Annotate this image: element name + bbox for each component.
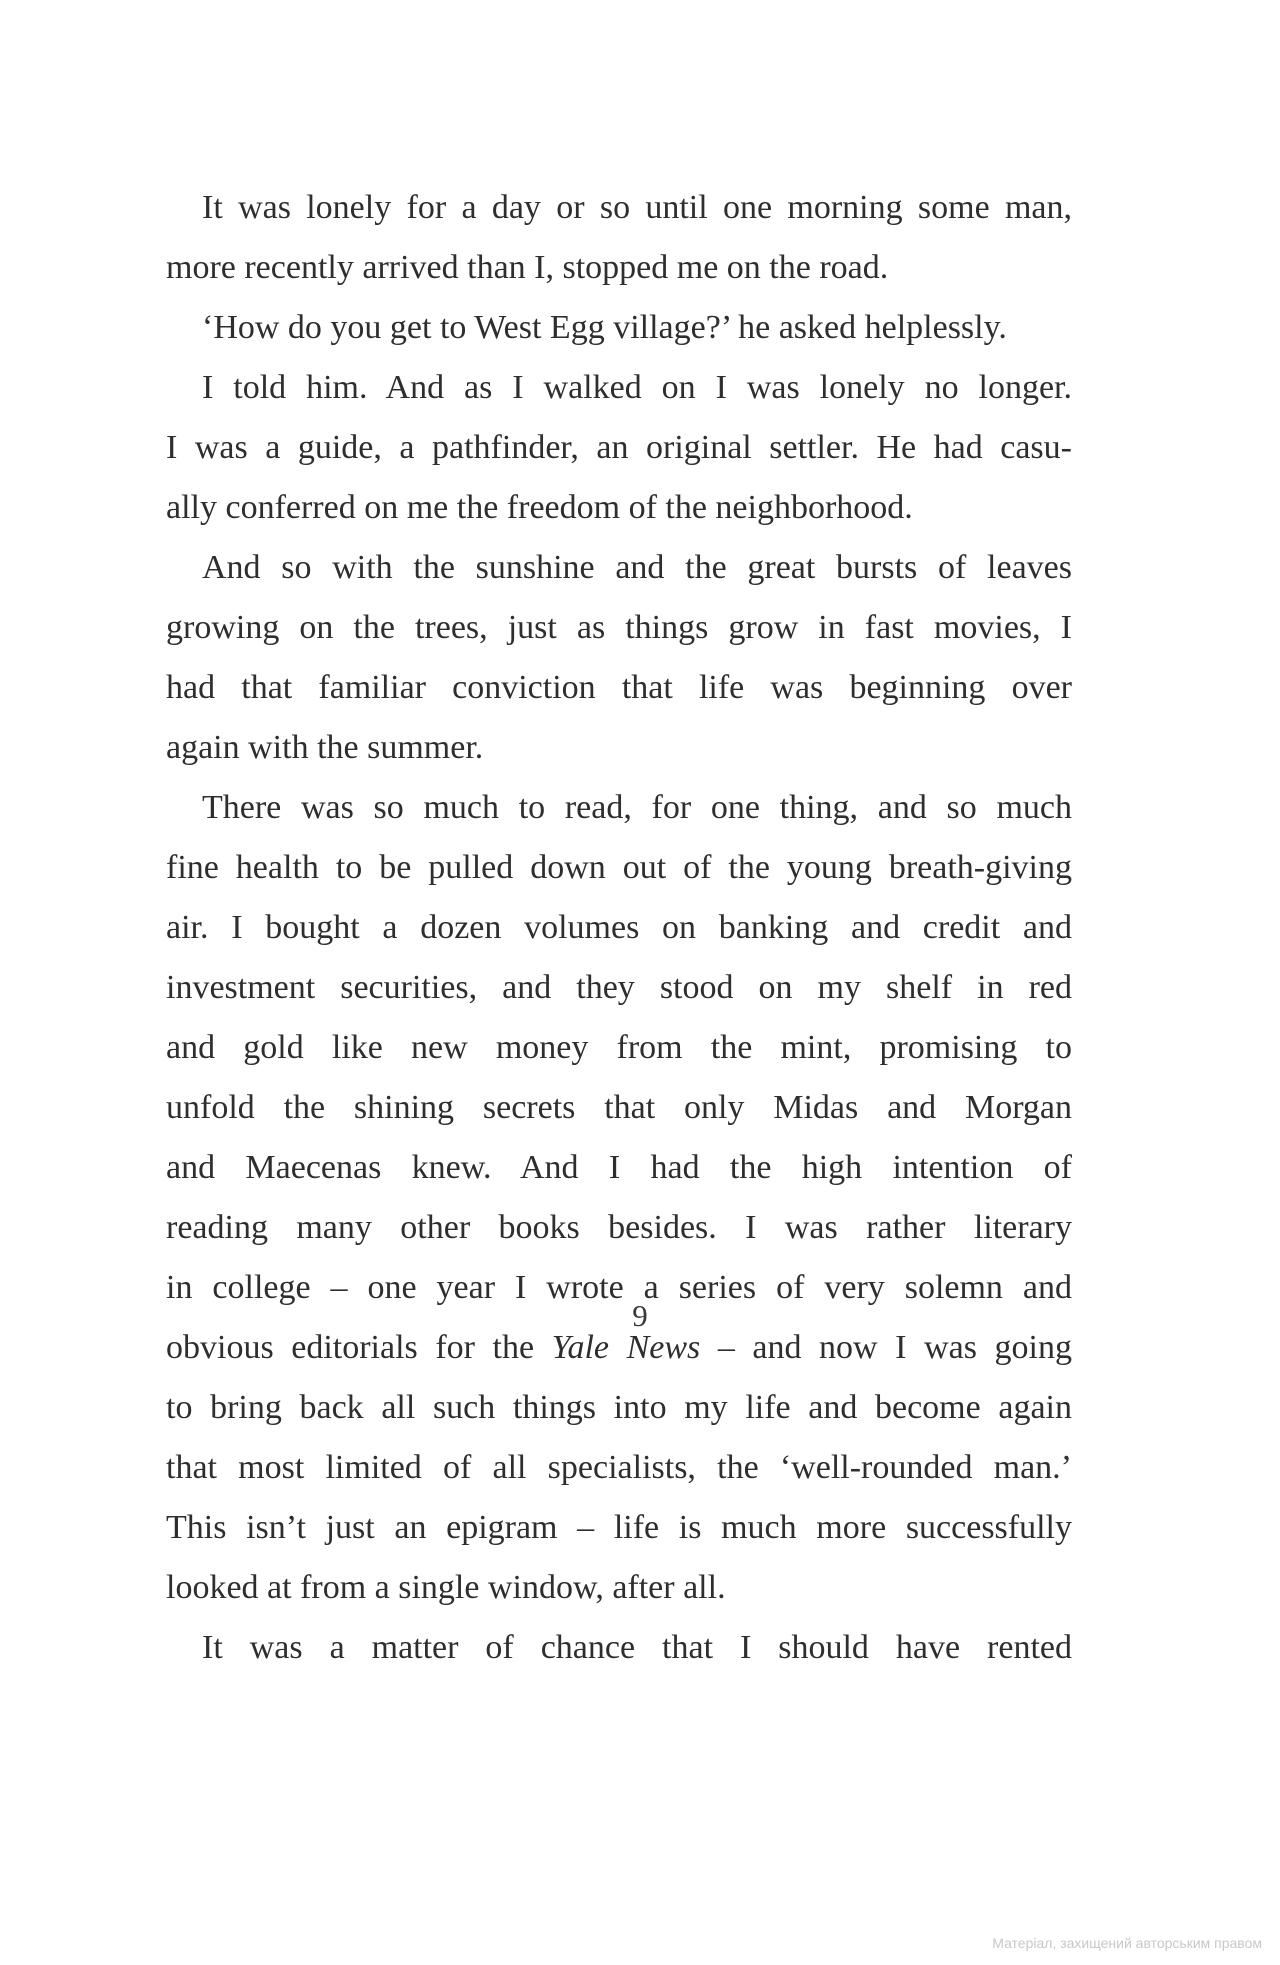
text-line: and Maecenas knew. And I had the high intention of — [166, 1149, 1072, 1186]
text-line: And so with the sunshine and the great bursts of leaves — [202, 549, 1072, 586]
text-line: fine health to be pulled down out of the young breath-giving — [166, 849, 1072, 886]
text-line: This isn’t just an epigram – life is much more successfully — [166, 1509, 1072, 1546]
text-line: to bring back all such things into my life and become again — [166, 1389, 1072, 1426]
text-line: ‘How do you get to West Egg village?’ he asked helplessly. — [202, 309, 1007, 346]
text-line: had that familiar conviction that life was beginning over — [166, 669, 1072, 706]
text-line: reading many other books besides. I was rather literary — [166, 1209, 1072, 1246]
text-line: growing on the trees, just as things grow in fast movies, I — [166, 609, 1072, 646]
text-segment: – and now I was going — [700, 1329, 1072, 1366]
text-line: air. I bought a dozen volumes on banking and credit and — [166, 909, 1072, 946]
text-line: looked at from a single window, after all. — [166, 1569, 726, 1606]
text-segment: obvious editorials for the — [166, 1329, 552, 1366]
text-line: I was a guide, a pathfinder, an original settler. He had casu- — [166, 429, 1072, 466]
page-number: 9 — [632, 1298, 648, 1333]
text-line: unfold the shining secrets that only Midas and Morgan — [166, 1089, 1072, 1126]
text-line: investment securities, and they stood on my shelf in red — [166, 969, 1072, 1006]
text-line: in college – one year I wrote a series of very solemn and — [166, 1269, 1072, 1306]
text-line: I told him. And as I walked on I was lonely no longer. — [202, 369, 1072, 406]
body-text — [166, 178, 1072, 1678]
text-line: that most limited of all specialists, the ‘well-rounded man.’ — [166, 1449, 1072, 1486]
copyright-notice: Матеріал, захищений авторським правом — [992, 1935, 1262, 1951]
text-line: It was a matter of chance that I should have rented — [202, 1629, 1072, 1666]
text-line: again with the summer. — [166, 729, 484, 766]
text-line: ally conferred on me the freedom of the neighborhood. — [166, 489, 913, 526]
text-line: There was so much to read, for one thing, and so much — [202, 789, 1072, 826]
text-line: It was lonely for a day or so until one morning some man, — [202, 189, 1072, 226]
text-line: more recently arrived than I, stopped me on the road. — [166, 249, 889, 286]
italic-title: Yale News — [551, 1329, 701, 1366]
text-line: and gold like new money from the mint, promising to — [166, 1029, 1072, 1066]
